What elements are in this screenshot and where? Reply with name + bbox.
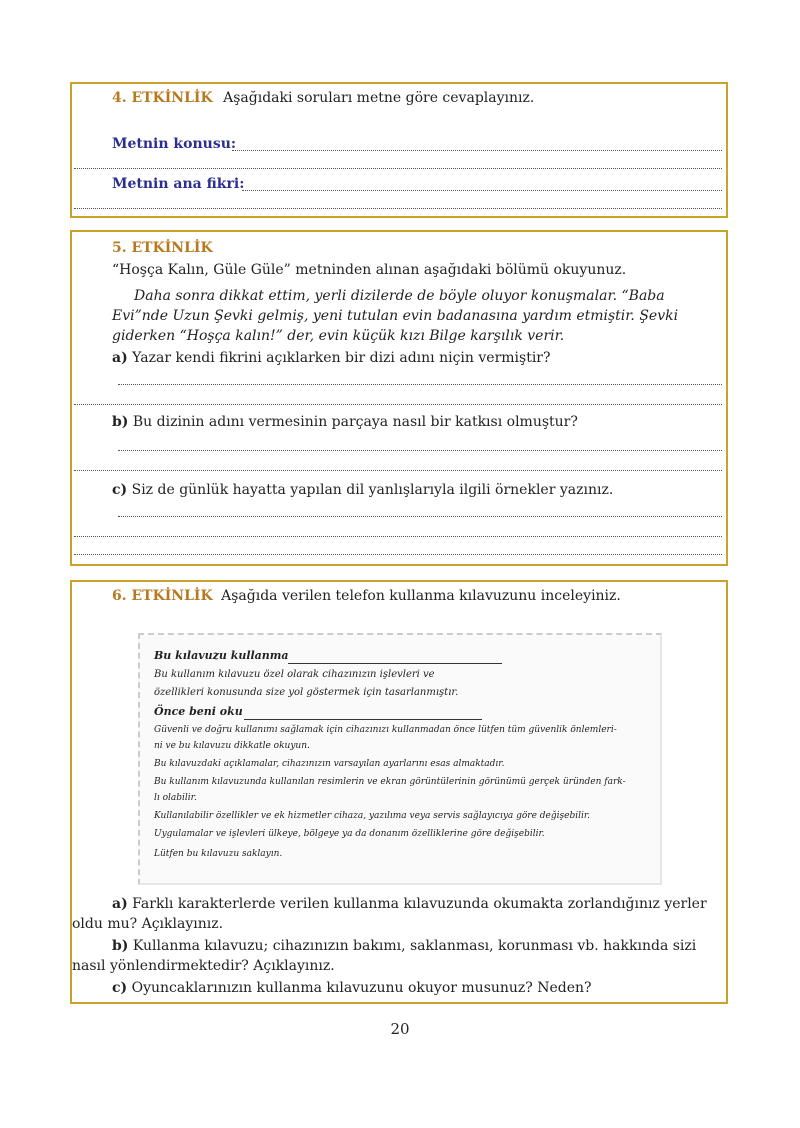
activity-4-title: 4. ETKİNLİK — [112, 90, 213, 106]
guide-heading-1-rule — [288, 663, 502, 664]
question-6a-cont: oldu mu? Açıklayınız. — [72, 916, 224, 932]
activity-5-title: 5. ETKİNLİK — [112, 240, 213, 256]
guide-line: ni ve bu kılavuzu dikkatle okuyun. — [154, 741, 310, 751]
answer-5a-line-1[interactable] — [118, 384, 722, 385]
guide-line: Kullanılabilir özellikler ve ek hizmetler cihaza, yazılıma veya servis sağlayıcıya göre değişebilir. — [154, 811, 591, 821]
guide-line: lı olabilir. — [154, 793, 197, 803]
question-5a: a) Yazar kendi fikrini açıklarken bir dizi adını niçin vermiştir? — [112, 350, 551, 366]
guide-line: Güvenli ve doğru kullanımı sağlamak için cihazınızı kullanmadan önce lütfen tüm güvenlik önlemleri- — [154, 725, 617, 735]
guide-heading-2: Önce beni oku — [154, 705, 243, 718]
phone-user-guide — [138, 633, 662, 885]
quote-line-1: Daha sonra dikkat ettim, yerli dizilerde de böyle oluyor konuşmalar. “Baba — [134, 288, 665, 304]
topic-answer-line-2[interactable] — [74, 168, 722, 169]
answer-5b-line-1[interactable] — [118, 450, 722, 451]
guide-line: Lütfen bu kılavuzu saklayın. — [154, 849, 283, 859]
answer-5c-line-3[interactable] — [74, 554, 722, 555]
answer-5a-line-2[interactable] — [74, 404, 722, 405]
guide-line: özellikleri konusunda size yol göstermek için tasarlanmıştır. — [154, 687, 459, 698]
question-6a: a) Farklı karakterlerde verilen kullanma kılavuzunda okumakta zorlandığınız yerler — [112, 896, 707, 912]
topic-answer-line[interactable] — [232, 150, 722, 151]
guide-heading-1: Bu kılavuzu kullanma — [154, 649, 289, 662]
answer-5c-line-2[interactable] — [74, 536, 722, 537]
page-number: 20 — [390, 1020, 410, 1038]
guide-line: Bu kullanım kılavuzu özel olarak cihazınızın işlevleri ve — [154, 669, 435, 680]
activity-6-instruction: Aşağıda verilen telefon kullanma kılavuzunu inceleyiniz. — [221, 588, 621, 604]
question-6b-cont: nasıl yönlendirmektedir? Açıklayınız. — [72, 958, 335, 974]
question-5b: b) Bu dizinin adını vermesinin parçaya nasıl bir katkısı olmuştur? — [112, 414, 578, 430]
activity-4-box — [70, 82, 728, 218]
question-6c: c) Oyuncaklarınızın kullanma kılavuzunu okuyor musunuz? Neden? — [112, 980, 592, 996]
guide-line: Bu kullanım kılavuzunda kullanılan resimlerin ve ekran görüntülerinin görünümü gerçek üründen fark- — [154, 777, 626, 787]
activity-4-instruction: Aşağıdaki soruları metne göre cevaplayınız. — [223, 90, 535, 106]
activity-4-header — [112, 90, 534, 106]
activity-5-intro: “Hoşça Kalın, Güle Güle” metninden alınan aşağıdaki bölümü okuyunuz. — [112, 262, 627, 278]
topic-label: Metnin konusu: — [112, 136, 237, 152]
activity-6-header — [112, 588, 621, 604]
question-6b: b) Kullanma kılavuzu; cihazınızın bakımı, saklanması, korunması vb. hakkında sizi — [112, 938, 697, 954]
main-idea-answer-line-2[interactable] — [74, 208, 722, 209]
guide-heading-2-rule — [244, 719, 482, 720]
quote-line-2: Evi”nde Uzun Şevki gelmiş, yeni tutulan evin badanasına yardım etmiştir. Şevki — [112, 308, 679, 324]
guide-line: Uygulamalar ve işlevleri ülkeye, bölgeye ya da donanım özelliklerine göre değişebilir. — [154, 829, 545, 839]
guide-line: Bu kılavuzdaki açıklamalar, cihazınızın varsayılan ayarlarını esas almaktadır. — [154, 759, 505, 769]
question-5c: c) Siz de günlük hayatta yapılan dil yanlışlarıyla ilgili örnekler yazınız. — [112, 482, 614, 498]
activity-5-box — [70, 230, 728, 566]
quote-line-3: giderken “Hoşça kalın!” der, evin küçük kızı Bilge karşılık verir. — [112, 328, 565, 344]
answer-5b-line-2[interactable] — [74, 470, 722, 471]
main-idea-answer-line[interactable] — [242, 190, 722, 191]
answer-5c-line-1[interactable] — [118, 516, 722, 517]
main-idea-label: Metnin ana fikri: — [112, 176, 245, 192]
activity-6-title: 6. ETKİNLİK — [112, 588, 213, 604]
